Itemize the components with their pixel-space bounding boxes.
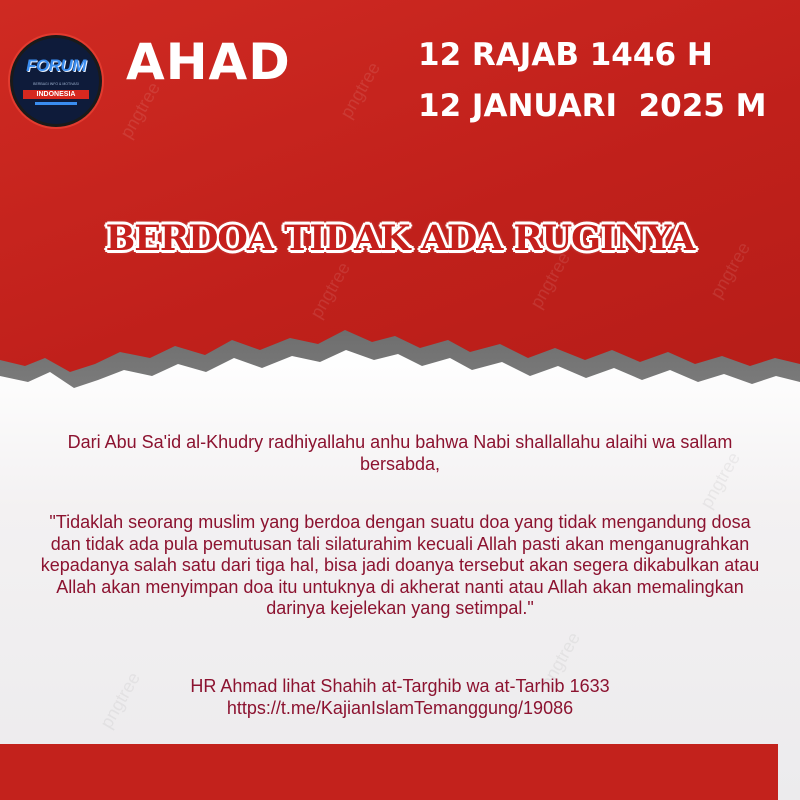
red-footer-band (0, 744, 778, 800)
watermark: pngtree (536, 628, 585, 692)
logo-tagline: BERBAGI INFO & MOTIVASI (33, 82, 79, 86)
hadith-intro: Dari Abu Sa'id al-Khudry radhiyallahu anhu bahwa Nabi shallallahu alaihi wa sallam bersabda, (67, 432, 733, 474)
watermark: pngtree (526, 248, 575, 312)
logo-name: FORUM (26, 56, 86, 75)
watermark: pngtree (116, 78, 165, 142)
hadith-source (40, 676, 760, 719)
hadith-text: "Tidaklah seorang muslim yang berdoa dengan suatu doa yang tidak mengandung dosa dan tidak ada pula pemutusan tali silaturahim kecuali Allah pasti akan menganugrahkan kepadanya salah satu dari tiga hal, bisa jadi doanya tersebut akan segera dikabulkan atau Allah akan menyimpan doa itu untuknya di akherat nanti atau Allah akan memalingkan darinya kejelekan yang setimpal." (40, 512, 760, 618)
day-label: AHAD (126, 33, 291, 91)
watermark: pngtree (696, 448, 745, 512)
watermark: pngtree (706, 238, 755, 302)
hijri-date: 12 RAJAB 1446 H (418, 37, 713, 73)
watermark: pngtree (336, 58, 385, 122)
logo-stripe (35, 102, 77, 105)
watermark: pngtree (306, 258, 355, 322)
logo-country: INDONESIA (23, 90, 89, 99)
forum-indonesia-logo (13, 38, 99, 124)
source-reference: HR Ahmad lihat Shahih at-Targhib wa at-Tarhib 1633 (190, 676, 610, 696)
gregorian-date: 12 JANUARI 2025 M (418, 88, 767, 124)
page-title: BERDOA TIDAK ADA RUGINYA (105, 218, 695, 259)
watermark: pngtree (96, 668, 145, 732)
telegram-link[interactable]: https://t.me/KajianIslamTemanggung/19086 (226, 697, 574, 718)
